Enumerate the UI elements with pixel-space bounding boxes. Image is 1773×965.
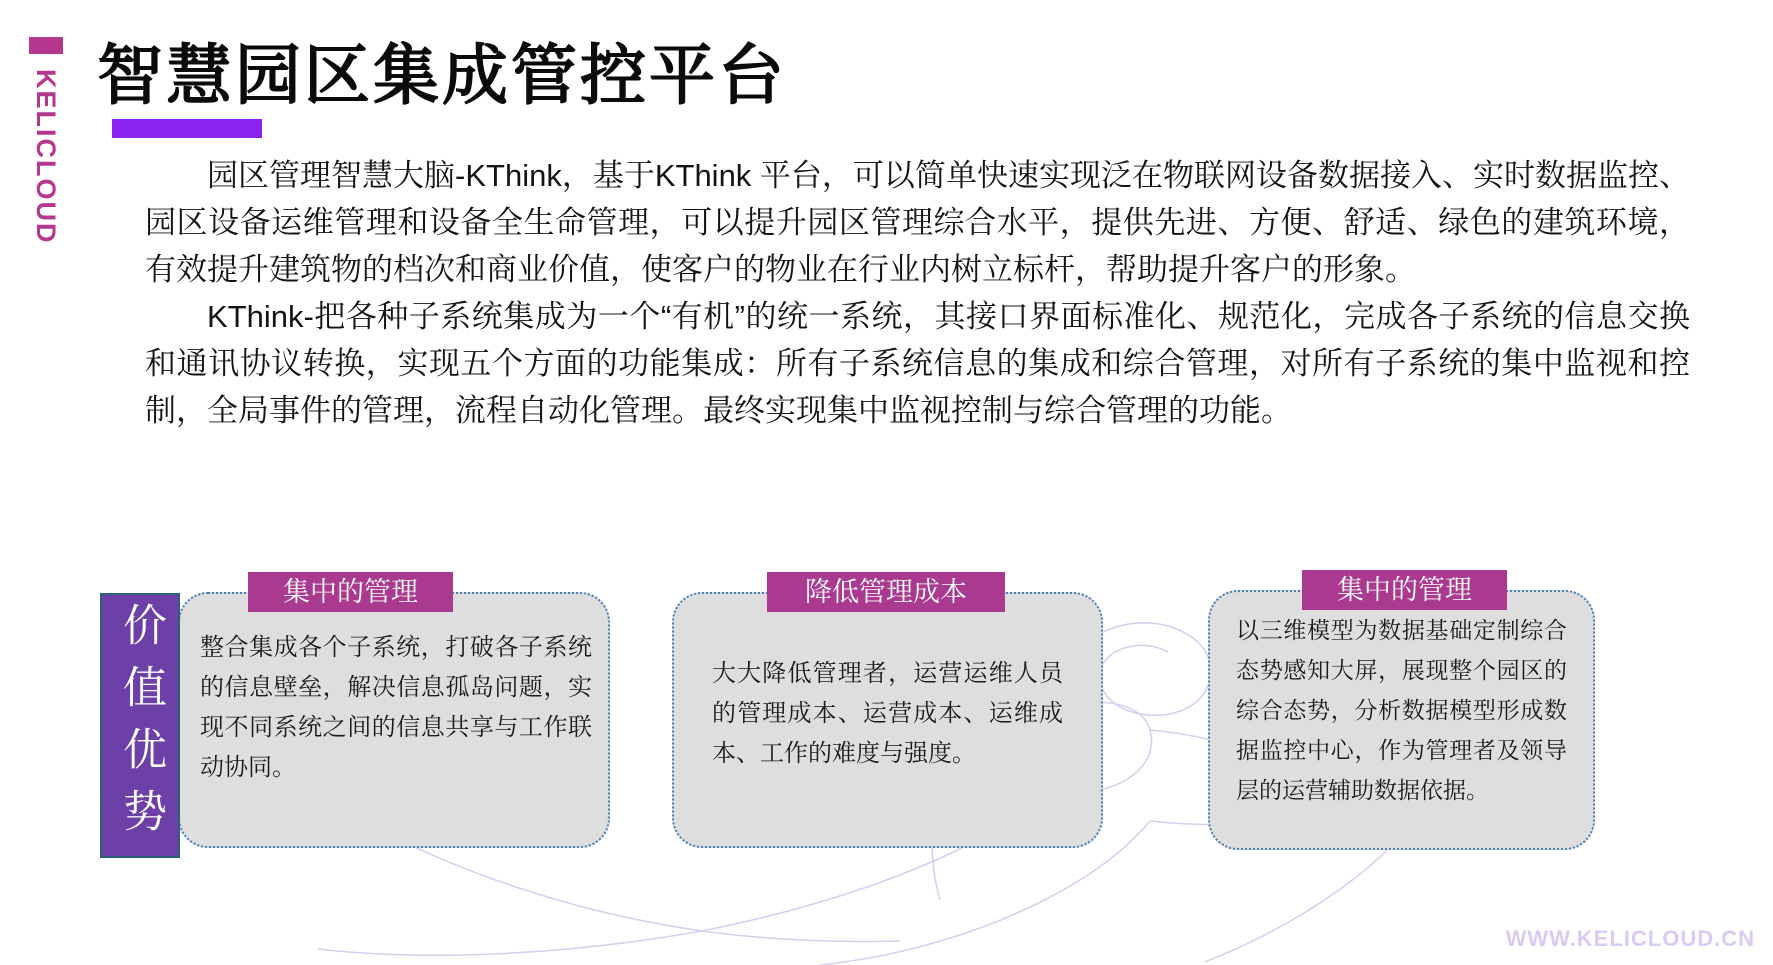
title-underline (112, 119, 262, 138)
value-card-centralized-management-2 (1208, 575, 1595, 850)
card-body: 整合集成各个子系统，打破各子系统的信息壁垒，解决信息孤岛问题，实现不同系统之间的信息共享与工作联动协同。 (200, 634, 592, 781)
intro-paragraph-1: 园区管理智慧大脑-KThink，基于KThink 平台，可以简单快速实现泛在物联网设备数据接入、实时数据监控、园区设备运维管理和设备全生命管理，可以提升园区管理综合水平，提供先进、方便、舒适、绿色的建筑环境，有效提升建筑物的档次和商业价值，使客户的物业在行业内树立标杆，帮助提升客户的形象。 (145, 158, 1690, 287)
intro-paragraph-2: KThink-把各种子系统集成为一个“有机”的统一系统，其接口界面标准化、规范化，完成各子系统的信息交换和通讯协议转换，实现五个方面的功能集成：所有子系统信息的集成和综合管理，对所有子系统的集中监视和控制，全局事件的管理，流程自动化管理。最终实现集中监视控制与综合管理的功能。 (145, 299, 1690, 428)
card-header: 集中的管理 (248, 572, 453, 612)
card-body: 大大降低管理者，运营运维人员的管理成本、运营成本、运维成本、工作的难度与强度。 (712, 660, 1063, 767)
value-card-centralized-management-1 (178, 577, 610, 848)
logo-text: KELICLOUD (31, 69, 61, 245)
value-advantage-label (100, 593, 180, 858)
card-header: 降低管理成本 (767, 572, 1005, 612)
page-title: 智慧园区集成管控平台 (97, 38, 787, 112)
card-body: 以三维模型为数据基础定制综合态势感知大屏，展现整个园区的综合态势，分析数据模型形成数据监控中心，作为管理者及领导层的运营辅助数据依据。 (1236, 617, 1567, 803)
card-header: 集中的管理 (1302, 570, 1507, 610)
kelicloud-logo (22, 25, 78, 285)
value-card-reduce-cost (672, 577, 1103, 848)
logo-bar-icon (29, 37, 63, 54)
website-url: WWW.KELICLOUD.CN (1505, 926, 1755, 951)
intro-text (145, 152, 1690, 434)
value-advantage-text: 价值优势 (116, 601, 165, 850)
